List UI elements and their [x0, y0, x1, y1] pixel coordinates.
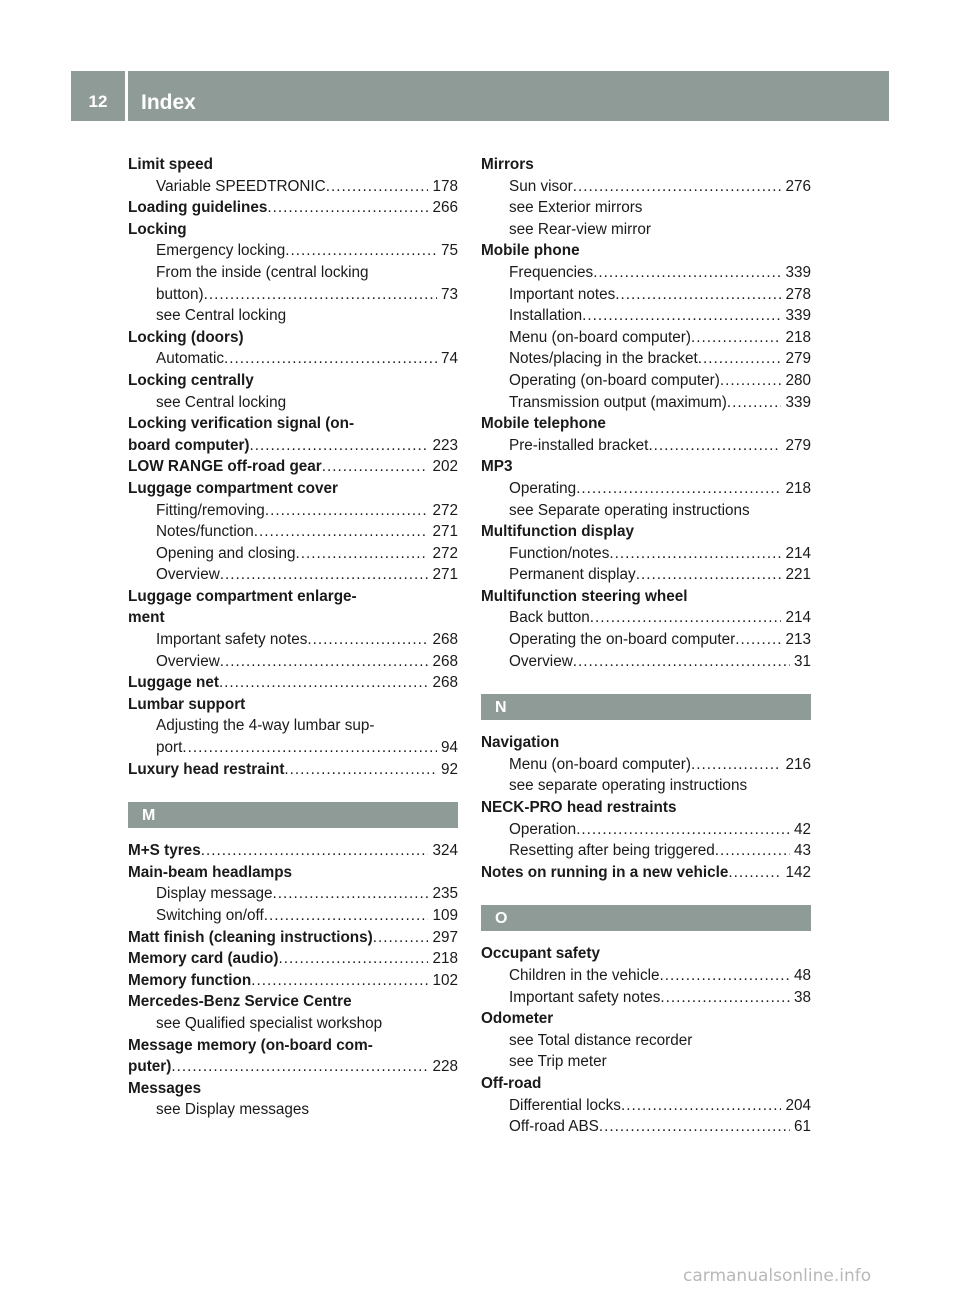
dot-leader — [285, 240, 437, 262]
entry-text: Notes on running in a new vehicle — [481, 863, 729, 881]
page-reference: 279 — [785, 436, 811, 454]
index-subentry: see separate operating instructions — [509, 777, 748, 795]
dot-leader — [621, 1095, 782, 1117]
index-subentry: see Total distance recorder — [509, 1031, 693, 1049]
dot-leader — [576, 819, 790, 841]
index-term: Locking centrally — [128, 371, 254, 389]
page-reference: 214 — [785, 609, 811, 627]
entry-text: Memory function — [128, 971, 252, 989]
index-subentry: see Rear-view mirror — [509, 220, 651, 238]
page-reference: 38 — [793, 988, 811, 1006]
index-subentry — [128, 905, 458, 927]
index-term: Mercedes-Benz Service Centre — [128, 993, 352, 1011]
index-subentry — [481, 1095, 811, 1117]
index-term: Multifunction display — [481, 523, 634, 541]
dot-leader — [254, 521, 429, 543]
index-term: Off-road — [481, 1074, 542, 1092]
index-subentry: see Exterior mirrors — [509, 199, 643, 217]
entry-text: Notes/function — [156, 523, 254, 541]
index-subentry — [481, 1116, 811, 1138]
index-subentry — [481, 435, 811, 457]
index-column-left — [128, 154, 458, 1121]
index-term: Lumbar support — [128, 695, 246, 713]
dot-leader — [272, 883, 428, 905]
entry-text: Resetting after being triggered — [509, 842, 715, 860]
page-reference: 48 — [793, 967, 811, 984]
entry-text: Fitting/removing — [156, 501, 265, 519]
page-reference: 94 — [440, 739, 458, 757]
page-reference: 268 — [432, 674, 458, 692]
index-term: Main-beam headlamps — [128, 863, 293, 881]
index-subentry — [481, 262, 811, 284]
dot-leader — [220, 564, 429, 586]
page-reference: 73 — [440, 285, 458, 303]
header-divider — [125, 71, 128, 121]
index-term — [128, 759, 458, 781]
index-term: Mobile phone — [481, 242, 580, 260]
entry-text: Operating (on-board computer) — [509, 371, 720, 389]
entry-text: Back button — [509, 609, 590, 627]
page-reference: 218 — [432, 950, 458, 968]
index-subentry — [128, 737, 458, 759]
index-subentry: From the inside (central locking — [156, 263, 369, 281]
dot-leader — [573, 651, 790, 673]
page-reference: 266 — [432, 199, 458, 217]
page-reference: 61 — [793, 1118, 811, 1136]
index-subentry — [481, 564, 811, 586]
page-reference: 278 — [785, 285, 811, 303]
index-subentry — [481, 651, 811, 673]
entry-text: Important safety notes — [156, 631, 308, 649]
page-reference: 268 — [432, 631, 458, 649]
entry-text: Notes/placing in the bracket — [509, 350, 698, 368]
page-reference: 75 — [440, 242, 458, 260]
index-term — [128, 672, 458, 694]
index-subentry — [481, 607, 811, 629]
index-term — [128, 456, 458, 478]
dot-leader — [182, 737, 437, 759]
index-term — [128, 197, 458, 219]
entry-text: Switching on/off — [156, 907, 264, 924]
index-subentry: see Separate operating instructions — [509, 501, 750, 519]
page-reference: 202 — [432, 458, 458, 476]
page-reference: 339 — [785, 263, 811, 281]
index-term: Messages — [128, 1079, 202, 1097]
dot-leader — [264, 905, 429, 927]
index-term: Message memory (on-board com- — [128, 1036, 373, 1054]
index-term: Locking (doors) — [128, 328, 244, 346]
dot-leader — [660, 987, 790, 1009]
index-subentry — [128, 176, 458, 198]
index-subentry — [128, 883, 458, 905]
index-term — [128, 435, 458, 457]
page-reference: 102 — [432, 971, 458, 989]
page-reference: 228 — [432, 1058, 458, 1076]
dot-leader — [593, 262, 781, 284]
entry-text: port — [156, 739, 183, 757]
index-subentry — [128, 543, 458, 565]
entry-text: M+S tyres — [128, 842, 201, 860]
index-subentry — [128, 348, 458, 370]
index-term: Mobile telephone — [481, 415, 606, 433]
page-reference: 280 — [785, 371, 811, 389]
page-reference: 297 — [432, 928, 458, 946]
index-term: ment — [128, 609, 165, 627]
dot-leader — [278, 948, 428, 970]
index-subentry: see Central locking — [156, 393, 287, 411]
dot-leader — [295, 543, 428, 565]
index-term — [481, 862, 811, 884]
entry-text: Pre-installed bracket — [509, 436, 649, 454]
dot-leader — [735, 629, 781, 651]
index-subentry — [128, 521, 458, 543]
dot-leader — [201, 840, 429, 862]
section-letter: O — [481, 905, 811, 931]
index-term — [128, 970, 458, 992]
page-title: Index — [141, 91, 196, 114]
entry-text: Operating the on-board computer — [509, 631, 736, 649]
dot-leader — [660, 965, 790, 987]
page-reference: 43 — [793, 842, 811, 860]
dot-leader — [636, 564, 782, 586]
entry-text: Sun visor — [509, 177, 573, 195]
dot-leader — [648, 435, 781, 457]
dot-leader — [599, 1116, 790, 1138]
index-subentry — [481, 987, 811, 1009]
index-term — [128, 1056, 458, 1078]
entry-text: Transmission output (maximum) — [509, 393, 727, 411]
index-term — [128, 948, 458, 970]
index-term: NECK-PRO head restraints — [481, 799, 677, 817]
entry-text: Loading guidelines — [128, 199, 268, 217]
index-subentry: Adjusting the 4-way lumbar sup- — [156, 717, 375, 735]
entry-text: Memory card (audio) — [128, 950, 279, 968]
dot-leader — [204, 284, 437, 306]
entry-text: Matt finish (cleaning instructions) — [128, 928, 373, 946]
index-subentry — [481, 327, 811, 349]
page-reference: 214 — [785, 544, 811, 562]
entry-text: Luxury head restraint — [128, 760, 285, 778]
entry-text: Differential locks — [509, 1096, 621, 1114]
index-subentry — [481, 478, 811, 500]
entry-text: Menu (on-board computer) — [509, 755, 691, 773]
page-reference: 271 — [432, 523, 458, 541]
entry-text: Variable SPEEDTRONIC — [156, 177, 326, 195]
page-reference: 216 — [785, 755, 811, 773]
index-subentry — [128, 629, 458, 651]
page-reference: 42 — [793, 820, 811, 838]
entry-text: board computer) — [128, 436, 250, 454]
dot-leader — [307, 629, 428, 651]
index-subentry — [481, 819, 811, 841]
index-subentry — [481, 629, 811, 651]
entry-text: Important safety notes — [509, 988, 661, 1006]
dot-leader — [322, 456, 429, 478]
index-subentry — [481, 543, 811, 565]
page-reference: 339 — [785, 307, 811, 325]
index-subentry — [481, 348, 811, 370]
dot-leader — [171, 1056, 428, 1078]
index-subentry — [481, 284, 811, 306]
dot-leader — [265, 500, 429, 522]
entry-text: Operation — [509, 820, 577, 838]
entry-text: LOW RANGE off-road gear — [128, 458, 322, 476]
dot-leader — [691, 754, 782, 776]
page-reference: 221 — [785, 566, 811, 584]
dot-leader — [727, 392, 782, 414]
dot-leader — [326, 176, 429, 198]
index-subentry: see Qualified specialist workshop — [156, 1014, 383, 1032]
entry-text: Off-road ABS — [509, 1118, 599, 1136]
index-column-right — [481, 154, 811, 1138]
dot-leader — [373, 927, 429, 949]
section-letter: N — [481, 694, 811, 720]
page-reference: 74 — [440, 350, 458, 368]
dot-leader — [582, 305, 781, 327]
page-number: 12 — [88, 92, 108, 111]
page-reference: 31 — [793, 652, 811, 670]
dot-leader — [698, 348, 782, 370]
page-reference: 268 — [432, 652, 458, 670]
entry-text: puter) — [128, 1058, 172, 1076]
page-reference: 324 — [432, 842, 458, 860]
page-reference: 142 — [785, 863, 811, 881]
page-reference: 223 — [432, 436, 458, 454]
index-term: Luggage compartment enlarge- — [128, 587, 357, 605]
entry-text: Overview — [156, 652, 220, 670]
index-term: Mirrors — [481, 156, 534, 173]
dot-leader — [691, 327, 782, 349]
dot-leader — [267, 197, 428, 219]
page-reference: 204 — [785, 1096, 811, 1114]
entry-text: Menu (on-board computer) — [509, 328, 691, 346]
index-term — [128, 840, 458, 862]
entry-text: Operating — [509, 479, 577, 497]
entry-text: Luggage net — [128, 674, 219, 692]
page-reference: 218 — [785, 328, 811, 346]
entry-text: Display message — [156, 885, 273, 903]
index-term: Locking verification signal (on- — [128, 415, 355, 433]
index-subentry — [481, 754, 811, 776]
entry-text: Installation — [509, 307, 583, 325]
dot-leader — [251, 970, 428, 992]
index-term: Locking — [128, 220, 187, 238]
dot-leader — [219, 672, 429, 694]
dot-leader — [720, 370, 782, 392]
page-reference: 92 — [440, 760, 458, 778]
index-subentry: see Trip meter — [509, 1053, 607, 1071]
entry-text: Automatic — [156, 350, 225, 368]
watermark: carmanualsonline.info — [683, 1266, 872, 1286]
page-reference: 272 — [432, 544, 458, 562]
dot-leader — [224, 348, 437, 370]
index-term: Navigation — [481, 734, 560, 752]
page-reference: 279 — [785, 350, 811, 368]
dot-leader — [715, 840, 790, 862]
dot-leader — [728, 862, 781, 884]
dot-leader — [284, 759, 437, 781]
index-term: Luggage compartment cover — [128, 479, 338, 497]
index-subentry — [128, 651, 458, 673]
index-subentry — [481, 840, 811, 862]
page-reference: 339 — [785, 393, 811, 411]
entry-text: button) — [156, 285, 204, 303]
index-subentry — [481, 392, 811, 414]
page-reference: 213 — [785, 631, 811, 649]
dot-leader — [590, 607, 782, 629]
page-reference: 218 — [785, 479, 811, 497]
index-subentry — [128, 284, 458, 306]
dot-leader — [576, 478, 781, 500]
page-reference: 276 — [785, 177, 811, 195]
dot-leader — [573, 176, 782, 198]
entry-text: Frequencies — [509, 263, 594, 281]
dot-leader — [220, 651, 429, 673]
entry-text: Emergency locking — [156, 242, 286, 260]
index-subentry — [481, 965, 811, 987]
entry-text: Overview — [509, 652, 573, 670]
entry-text: Children in the vehicle — [509, 967, 660, 984]
entry-text: Overview — [156, 566, 220, 584]
page-reference: 271 — [432, 566, 458, 584]
index-subentry — [128, 240, 458, 262]
index-subentry — [481, 305, 811, 327]
page-reference: 235 — [432, 885, 458, 903]
index-subentry: see Central locking — [156, 307, 287, 325]
page-reference: 109 — [432, 907, 458, 924]
entry-text: Important notes — [509, 285, 616, 303]
dot-leader — [609, 543, 781, 565]
index-subentry — [128, 564, 458, 586]
entry-text: Permanent display — [509, 566, 636, 584]
index-subentry — [481, 370, 811, 392]
index-term — [128, 927, 458, 949]
section-letter: M — [128, 802, 458, 828]
index-term: MP3 — [481, 458, 513, 476]
index-term: Multifunction steering wheel — [481, 587, 688, 605]
dot-leader — [615, 284, 781, 306]
entry-text: Opening and closing — [156, 544, 296, 562]
entry-text: Function/notes — [509, 544, 610, 562]
index-term: Occupant safety — [481, 945, 601, 963]
index-subentry: see Display messages — [156, 1101, 310, 1119]
index-subentry — [481, 176, 811, 198]
page-reference: 272 — [432, 501, 458, 519]
page-reference: 178 — [432, 177, 458, 195]
index-term: Limit speed — [128, 156, 213, 173]
index-subentry — [128, 500, 458, 522]
dot-leader — [250, 435, 429, 457]
index-term: Odometer — [481, 1010, 554, 1028]
